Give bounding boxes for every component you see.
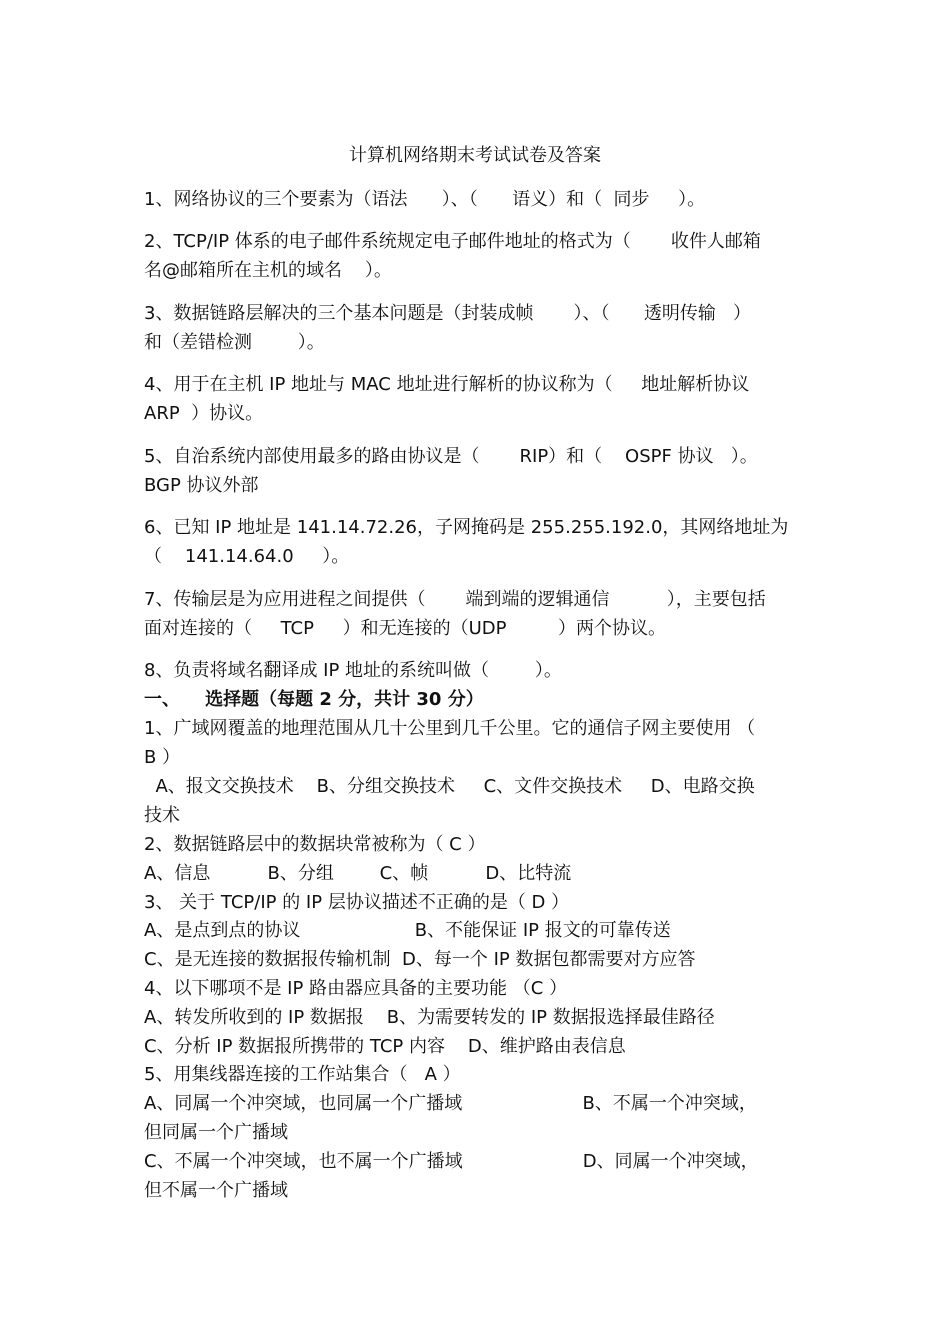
section-heading: 一、 选择题（每题 2 分，共计 30 分）: [144, 689, 484, 710]
choice-line: C、不属一个冲突域，也不属一个广播域 D、同属一个冲突域，: [144, 1151, 759, 1172]
question-4-line-1: 4、用于在主机 IP 地址与 MAC 地址进行解析的协议称为（ 地址解析协议: [144, 374, 750, 395]
question-6-line-1: 6、已知 IP 地址是 141.14.72.26，子网掩码是 255.255.192.0，其网络地址为: [144, 517, 789, 538]
choice-line: C、分析 IP 数据报所携带的 TCP 内容 D、维护路由表信息: [144, 1036, 626, 1057]
question-3-line-1: 3、数据链路层解决的三个基本问题是（封装成帧 ）、（ 透明传输 ）: [144, 303, 751, 324]
choice-line: A、是点到点的协议 B、不能保证 IP 报文的可靠传送: [144, 920, 671, 941]
choice-line: 5、用集线器连接的工作站集合（ A ）: [144, 1064, 461, 1085]
question-8-line-1: 8、负责将域名翻译成 IP 地址的系统叫做（ ）。: [144, 660, 562, 681]
choice-line: 但同属一个广播域: [144, 1122, 288, 1143]
question-2-line-2: 名@邮箱所在主机的域名 ）。: [144, 260, 392, 281]
choice-line: B ）: [144, 747, 181, 768]
choice-line: 3、 关于 TCP/IP 的 IP 层协议描述不正确的是（ D ）: [144, 892, 570, 913]
choice-line: A、报文交换技术 B、分组交换技术 C、文件交换技术 D、电路交换: [144, 776, 755, 797]
page-title: 计算机网络期末考试试卷及答案: [349, 145, 601, 166]
choice-line: A、同属一个冲突域，也同属一个广播域 B、不属一个冲突域，: [144, 1093, 757, 1114]
question-1-line-1: 1、网络协议的三个要素为（语法 ）、（ 语义）和（ 同步 ）。: [144, 189, 706, 210]
question-2-line-1: 2、TCP/IP 体系的电子邮件系统规定电子邮件地址的格式为（ 收件人邮箱: [144, 231, 761, 252]
question-4-line-2: ARP ）协议。: [144, 403, 264, 424]
question-7-line-2: 面对连接的（ TCP ）和无连接的（UDP ）两个协议。: [144, 618, 666, 639]
question-7-line-1: 7、传输层是为应用进程之间提供（ 端到端的逻辑通信 ），主要包括: [144, 589, 766, 610]
question-6-line-2: （ 141.14.64.0 ）。: [144, 546, 350, 567]
choice-line: 4、以下哪项不是 IP 路由器应具备的主要功能 （C ）: [144, 978, 568, 999]
choice-line: 技术: [144, 805, 180, 826]
choice-line: 但不属一个广播域: [144, 1180, 288, 1201]
choice-line: A、信息 B、分组 C、帧 D、比特流: [144, 863, 572, 884]
question-5-line-1: 5、自治系统内部使用最多的路由协议是（ RIP）和（ OSPF 协议 ）。: [144, 446, 758, 467]
choice-line: C、是无连接的数据报传输机制 D、每一个 IP 数据包都需要对方应答: [144, 949, 696, 970]
choice-line: A、转发所收到的 IP 数据报 B、为需要转发的 IP 数据报选择最佳路径: [144, 1007, 715, 1028]
choice-line: 1、广域网覆盖的地理范围从几十公里到几千公里。它的通信子网主要使用 （: [144, 718, 756, 739]
question-5-line-2: BGP 协议外部: [144, 475, 259, 496]
choice-line: 2、数据链路层中的数据块常被称为（ C ）: [144, 834, 486, 855]
question-3-line-2: 和（差错检测 ）。: [144, 332, 325, 353]
